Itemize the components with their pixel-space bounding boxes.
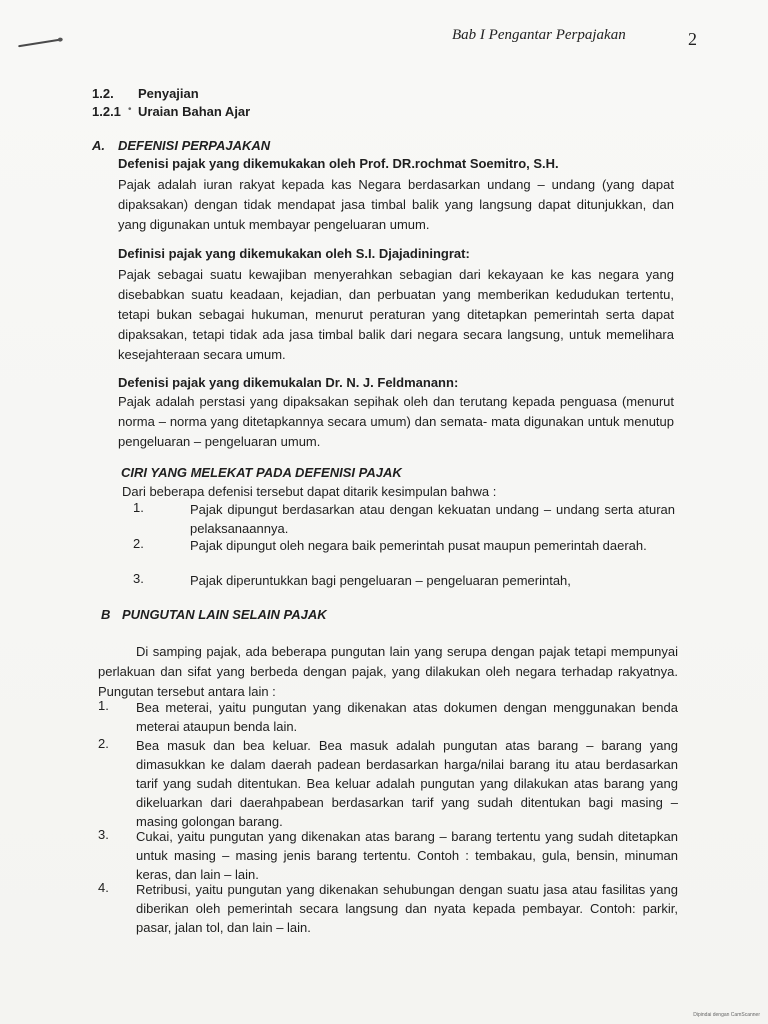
definition-1-text: Pajak adalah iuran rakyat kepada kas Negara berdasarkan undang – undang (yang dapat dipaksakan) dengan tidak mendapat jasa timbal balik yang langsung dapat ditunjukkan, dan yang digunakan untuk membayar pengeluaran umum.	[118, 177, 674, 232]
section-number: 1.2.	[92, 86, 114, 101]
ciri-item-3-number: 3.	[133, 571, 144, 586]
ciri-item-2-text: Pajak dipungut oleh negara baik pemerintah pusat maupun pemerintah daerah.	[190, 538, 647, 553]
definition-3-title: Defenisi pajak yang dikemukalan Dr. N. J. Feldmanann:	[118, 375, 459, 390]
ciri-title: CIRI YANG MELEKAT PADA DEFENISI PAJAK	[121, 465, 402, 480]
definition-3-text: Pajak adalah perstasi yang dipaksakan sepihak oleh dan terutang kepada penguasa (menurut norma – norma yang ditetapkannya secara umum) dan semata- mata digunakan untuk menutup pengeluaran – pengeluaran umum.	[118, 394, 674, 449]
section-b-intro: Di samping pajak, ada beberapa pungutan lain yang serupa dengan pajak tetapi mempunyai perlakuan dan sifat yang berbeda dengan pajak, yang dilakukan oleh negara terhadap rakyatnya. Pungutan tersebut antara lain :	[98, 644, 678, 699]
subsection-number: 1.2.1	[92, 104, 121, 119]
scanner-badge: Dipindai dengan CamScanner	[693, 1012, 760, 1018]
page-number: 2	[688, 29, 697, 49]
section-a-letter: A.	[92, 138, 105, 153]
ciri-intro: Dari beberapa defenisi tersebut dapat ditarik kesimpulan bahwa :	[122, 484, 497, 499]
bullet-mark: •	[128, 104, 132, 115]
section-title: Penyajian	[138, 86, 199, 101]
definition-2-title: Definisi pajak yang dikemukakan oleh S.I. Djajadiningrat:	[118, 246, 470, 261]
subsection-title: Uraian Bahan Ajar	[138, 104, 251, 119]
pungutan-item-1-number: 1.	[98, 698, 109, 713]
ciri-item-3-text: Pajak diperuntukkan bagi pengeluaran – pengeluaran pemerintah,	[190, 573, 571, 588]
ciri-item-1-number: 1.	[133, 500, 144, 515]
pungutan-item-4-number: 4.	[98, 880, 109, 895]
ciri-item-2-number: 2.	[133, 536, 144, 551]
pen-mark	[18, 39, 60, 48]
pungutan-item-4-text: Retribusi, yaitu pungutan yang dikenakan sehubungan dengan suatu jasa atau fasilitas yang diberikan oleh pemerintah secara langsung dan nyata kepada pembayar. Contoh: parkir, pasar, jalan tol, dan lain – lain.	[136, 882, 678, 935]
definition-2-text: Pajak sebagai suatu kewajiban menyerahkan sebagian dari kekayaan ke kas negara yang disebabkan suatu keadaan, kejadian, dan perbuatan yang memberikan kedudukan tertentu, tetapi bukan sebagai hukuman, menurut peraturan yang ditetapkan pemerintah serta dapat dipaksakan, tetapi tidak ada jasa timbal balik dari negara secara langsung, untuk memelihara kesejahteraan secara umum.	[118, 267, 674, 362]
definition-1-title: Defenisi pajak yang dikemukakan oleh Prof. DR.rochmat Soemitro, S.H.	[118, 156, 559, 171]
section-b-letter: B	[101, 607, 111, 622]
pungutan-item-2-number: 2.	[98, 736, 109, 751]
section-b-title: PUNGUTAN LAIN SELAIN PAJAK	[122, 607, 327, 622]
header-title: Bab I Pengantar Perpajakan	[452, 27, 626, 43]
ciri-item-1-text: Pajak dipungut berdasarkan atau dengan kekuatan undang – undang serta aturan pelaksanaannya.	[190, 502, 675, 536]
pungutan-item-1-text: Bea meterai, yaitu pungutan yang dikenakan atas dokumen dengan menggunakan benda meterai ataupun benda lain.	[136, 700, 678, 734]
pungutan-item-2-text: Bea masuk dan bea keluar. Bea masuk adalah pungutan atas barang – barang yang dimasukkan ke dalam daerah padean berdasarkan harga/nilai barang itu atau berdasarkan tarif yang sudah ditentukan. Bea keluar adalah pungutan yang dilakukan atas barang yang dikeluarkan dari daerahpabean berdasarkan tarif yang sudah ditentukan bagi masing – masing golongan barang.	[136, 738, 678, 829]
pungutan-item-3-text: Cukai, yaitu pungutan yang dikenakan atas barang – barang tertentu yang sudah ditetapkan untuk masing – masing jenis barang tertentu. Contoh : tembakau, gula, bensin, minuman keras, dan lain – lain.	[136, 829, 678, 882]
pungutan-item-3-number: 3.	[98, 827, 109, 842]
section-a-title: DEFENISI PERPAJAKAN	[118, 138, 271, 153]
